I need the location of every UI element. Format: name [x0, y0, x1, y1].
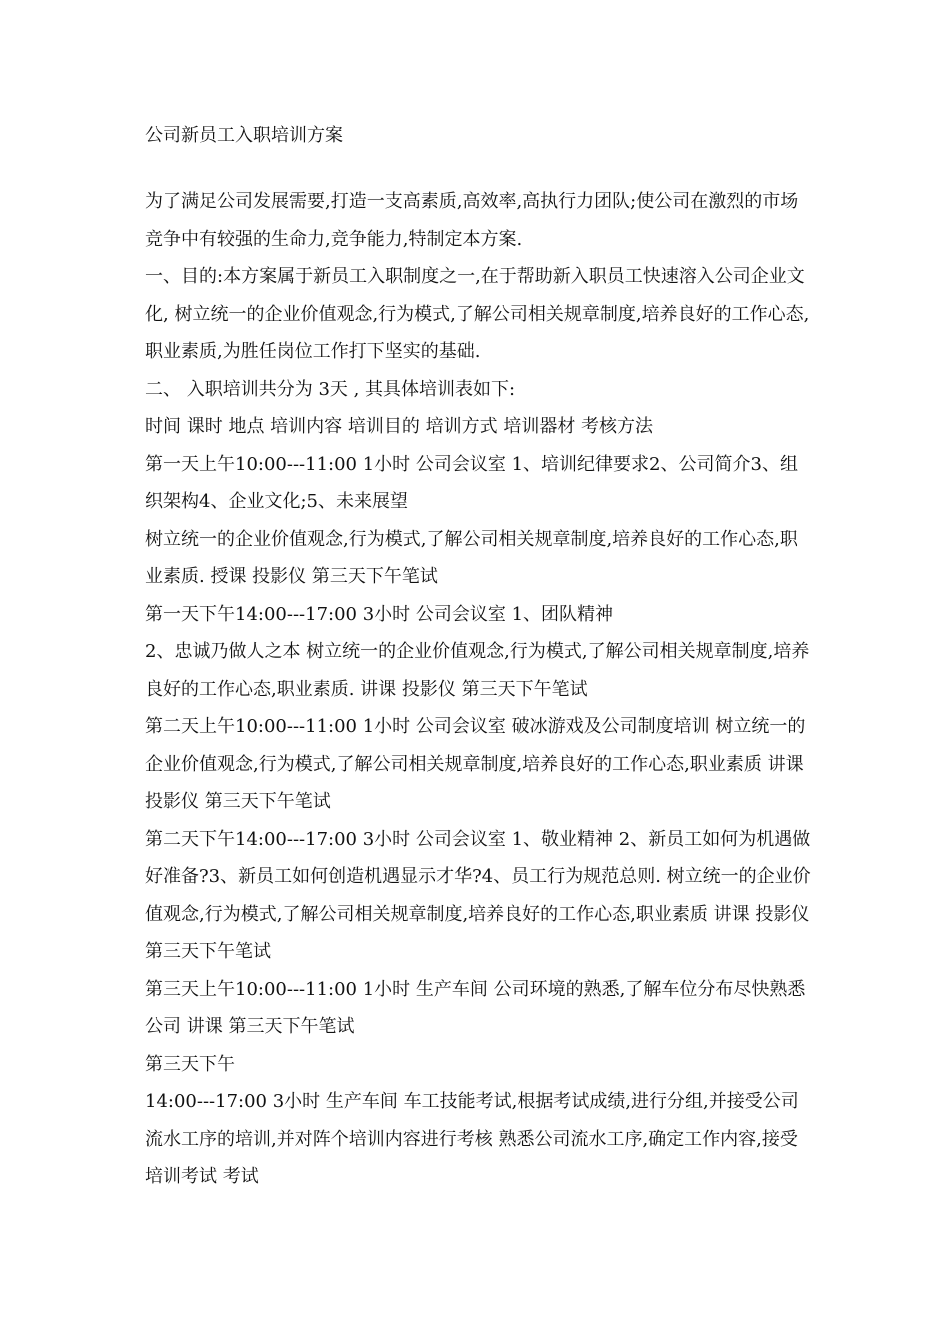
day3-morning-session: 第三天上午10:00---11:00 1小时 生产车间 公司环境的熟悉,了解车位分布尽快熟悉公司 讲课 第三天下午笔试 [145, 978, 806, 1037]
schedule-intro-paragraph: 二、 入职培训共分为 3天 , 其具体培训表如下: [145, 378, 516, 400]
day3-afternoon-label: 第三天下午 [145, 1053, 235, 1075]
document-title: 公司新员工入职培训方案 [145, 125, 343, 146]
day2-morning-session: 第二天上午10:00---11:00 1小时 公司会议室 破冰游戏及公司制度培训 树立统一的企业价值观念,行为模式,了解公司相关规章制度,培养良好的工作心态,职业素质 讲课 投影仪 第三天下午笔试 [145, 716, 806, 812]
intro-paragraph: 为了满足公司发展需要,打造一支高素质,高效率,高执行力团队;使公司在激烈的市场竞争中有较强的生命力,竞争能力,特制定本方案. [145, 191, 799, 250]
day1-morning-purpose: 树立统一的企业价值观念,行为模式,了解公司相关规章制度,培养良好的工作心态,职业素质. 授课 投影仪 第三天下午笔试 [145, 528, 798, 587]
day1-morning-session: 第一天上午10:00---11:00 1小时 公司会议室 1、培训纪律要求2、公司简介3、组织架构4、企业文化;5、未来展望 [145, 453, 798, 512]
day1-afternoon-purpose: 2、忠诚乃做人之本 树立统一的企业价值观念,行为模式,了解公司相关规章制度,培养良好的工作心态,职业素质. 讲课 投影仪 第三天下午笔试 [145, 641, 810, 700]
day2-afternoon-session: 第二天下午14:00---17:00 3小时 公司会议室 1、敬业精神 2、新员工如何为机遇做好准备?3、新员工如何创造机遇显示才华?4、员工行为规范总则. 树立统一的企业价值观念,行为模式,了解公司相关规章制度,培养良好的工作心态,职业素质 讲课 投影仪 第三天下午笔试 [145, 828, 811, 962]
day1-afternoon-session: 第一天下午14:00---17:00 3小时 公司会议室 1、团队精神 [145, 603, 614, 625]
day3-afternoon-session: 14:00---17:00 3小时 生产车间 车工技能考试,根据考试成绩,进行分组,并接受公司流水工序的培训,并对阵个培训内容进行考核 熟悉公司流水工序,确定工作内容,接受培训考试 考试 [145, 1091, 799, 1187]
purpose-paragraph: 一、目的:本方案属于新员工入职制度之一,在于帮助新入职员工快速溶入公司企业文化, 树立统一的企业价值观念,行为模式,了解公司相关规章制度,培养良好的工作心态,职业素质,为胜任岗位工作打下坚实的基础. [145, 266, 810, 362]
schedule-header-row: 时间 课时 地点 培训内容 培训目的 培训方式 培训器材 考核方法 [145, 416, 654, 437]
document-body [145, 122, 815, 1196]
